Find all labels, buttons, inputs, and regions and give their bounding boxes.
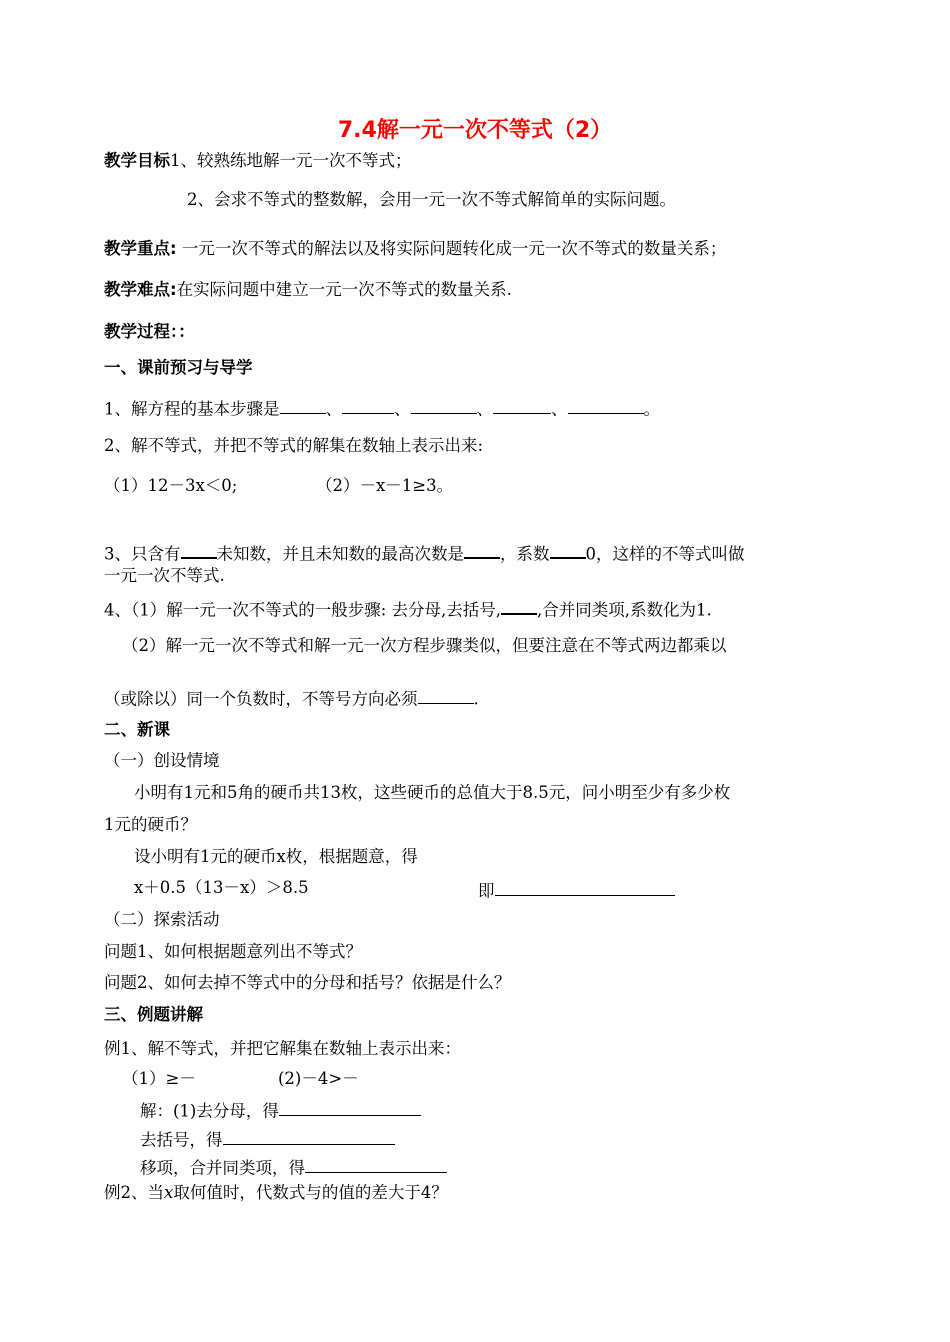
variable-x: x <box>164 1183 174 1202</box>
answer-blank <box>411 396 477 414</box>
example-2-text: 例2、当 <box>104 1183 164 1202</box>
answer-blank <box>464 540 500 559</box>
solution-step3-text: 移项，合并同类项，得 <box>140 1158 305 1178</box>
example-1b: (2)－4>－ <box>278 1069 359 1088</box>
question-4-text: （或除以）同一个负数时，不等号方向必须 <box>104 689 418 709</box>
answer-blank <box>493 396 551 414</box>
question-3-line1 <box>104 540 745 564</box>
question-3-text: 3、只含有 <box>104 544 181 564</box>
answer-blank <box>305 1155 447 1173</box>
section3-heading: 三、例题讲解 <box>104 1005 203 1024</box>
subsection-scenario: （一）创设情境 <box>104 751 220 770</box>
example-2-text: 取何值时，代数式与的值的差大于4？ <box>173 1183 448 1202</box>
question-3-text: 0，这样的不等式叫做 <box>585 544 745 564</box>
question-1-text: 1、解方程的基本步骤是 <box>104 399 280 419</box>
period: 。 <box>643 399 660 419</box>
answer-blank <box>568 396 644 414</box>
difficult-points-label: 教学难点: <box>104 280 177 299</box>
teaching-goals-item2: 2、会求不等式的整数解，会用一元一次不等式解简单的实际问题。 <box>187 190 676 209</box>
page-title: 7.4解一元一次不等式（2） <box>337 118 613 143</box>
problem-setup: 设小明有1元的硬币x枚，根据题意，得 <box>134 847 418 866</box>
explore-question-1: 问题1、如何根据题意列出不等式？ <box>104 942 362 961</box>
question-3-line2: 一元一次不等式. <box>104 566 225 585</box>
solution-step2 <box>140 1127 395 1150</box>
question-4-text: . <box>473 689 479 709</box>
process-label: 教学过程：： <box>104 322 195 341</box>
question-3-text: ，系数 <box>500 544 550 564</box>
question-4-text: 4、（1）解一元一次不等式的一般步骤: 去分母,去括号, <box>104 600 502 620</box>
problem-line2: 1元的硬币？ <box>104 815 197 834</box>
solution-step1 <box>140 1098 421 1121</box>
problem-inequality: x＋0.5（13－x）＞8.5 <box>134 878 309 897</box>
answer-blank <box>418 686 474 704</box>
answer-blank <box>223 1127 395 1145</box>
problem-line1: 小明有1元和5角的硬币共13枚，这些硬币的总值大于8.5元，问小明至少有多少枚 <box>134 783 731 802</box>
key-points-label: 教学重点: <box>104 239 177 258</box>
question-2b: （2）－x－1≥3。 <box>316 476 454 495</box>
answer-blank <box>279 1098 421 1116</box>
answer-blank <box>495 878 675 896</box>
section1-heading: 一、课前预习与导学 <box>104 358 253 377</box>
answer-blank <box>342 396 394 414</box>
question-2a: （1）12－3x＜0; <box>104 476 238 495</box>
teaching-goals-line1 <box>104 151 412 171</box>
answer-blank <box>550 540 586 559</box>
explore-question-2: 问题2、如何去掉不等式中的分母和括号？依据是什么？ <box>104 973 511 992</box>
key-points <box>104 239 726 259</box>
equivalent-label: 即 <box>478 881 495 901</box>
solution-step3 <box>140 1155 447 1178</box>
example-1a: （1）≥－ <box>122 1069 196 1088</box>
solution-step2-text: 去括号，得 <box>140 1130 223 1150</box>
question-1 <box>104 396 660 419</box>
section2-heading: 二、新课 <box>104 720 170 739</box>
solution-step1-text: 解：(1)去分母，得 <box>140 1101 279 1121</box>
question-3-text: 未知数，并且未知数的最高次数是 <box>216 544 464 564</box>
answer-blank <box>181 540 217 559</box>
separator: 、 <box>394 399 411 419</box>
question-4-text: ,合并同类项,系数化为1. <box>537 600 712 620</box>
question-4-line2: （2）解一元一次不等式和解一元一次方程步骤类似，但要注意在不等式两边都乘以 <box>122 636 727 655</box>
separator: 、 <box>476 399 493 419</box>
example-2 <box>104 1183 448 1203</box>
subsection-explore: （二）探索活动 <box>104 910 220 929</box>
difficult-points-text: 在实际问题中建立一元一次不等式的数量关系. <box>176 280 512 299</box>
equivalent-line <box>478 878 675 901</box>
example-1: 例1、解不等式，并把它解集在数轴上表示出来： <box>104 1039 461 1058</box>
teaching-goals-label: 教学目标 <box>104 151 170 170</box>
answer-blank <box>280 396 326 414</box>
answer-blank <box>501 596 537 615</box>
difficult-points <box>104 280 512 300</box>
key-points-text: 一元一次不等式的解法以及将实际问题转化成一元一次不等式的数量关系； <box>176 239 727 258</box>
separator: 、 <box>325 399 342 419</box>
question-4-line1 <box>104 596 712 620</box>
question-4-line3 <box>104 686 479 709</box>
separator: 、 <box>551 399 568 419</box>
question-2: 2、解不等式，并把不等式的解集在数轴上表示出来: <box>104 436 484 455</box>
teaching-goals-item1: 1、较熟练地解一元一次不等式； <box>170 151 412 170</box>
